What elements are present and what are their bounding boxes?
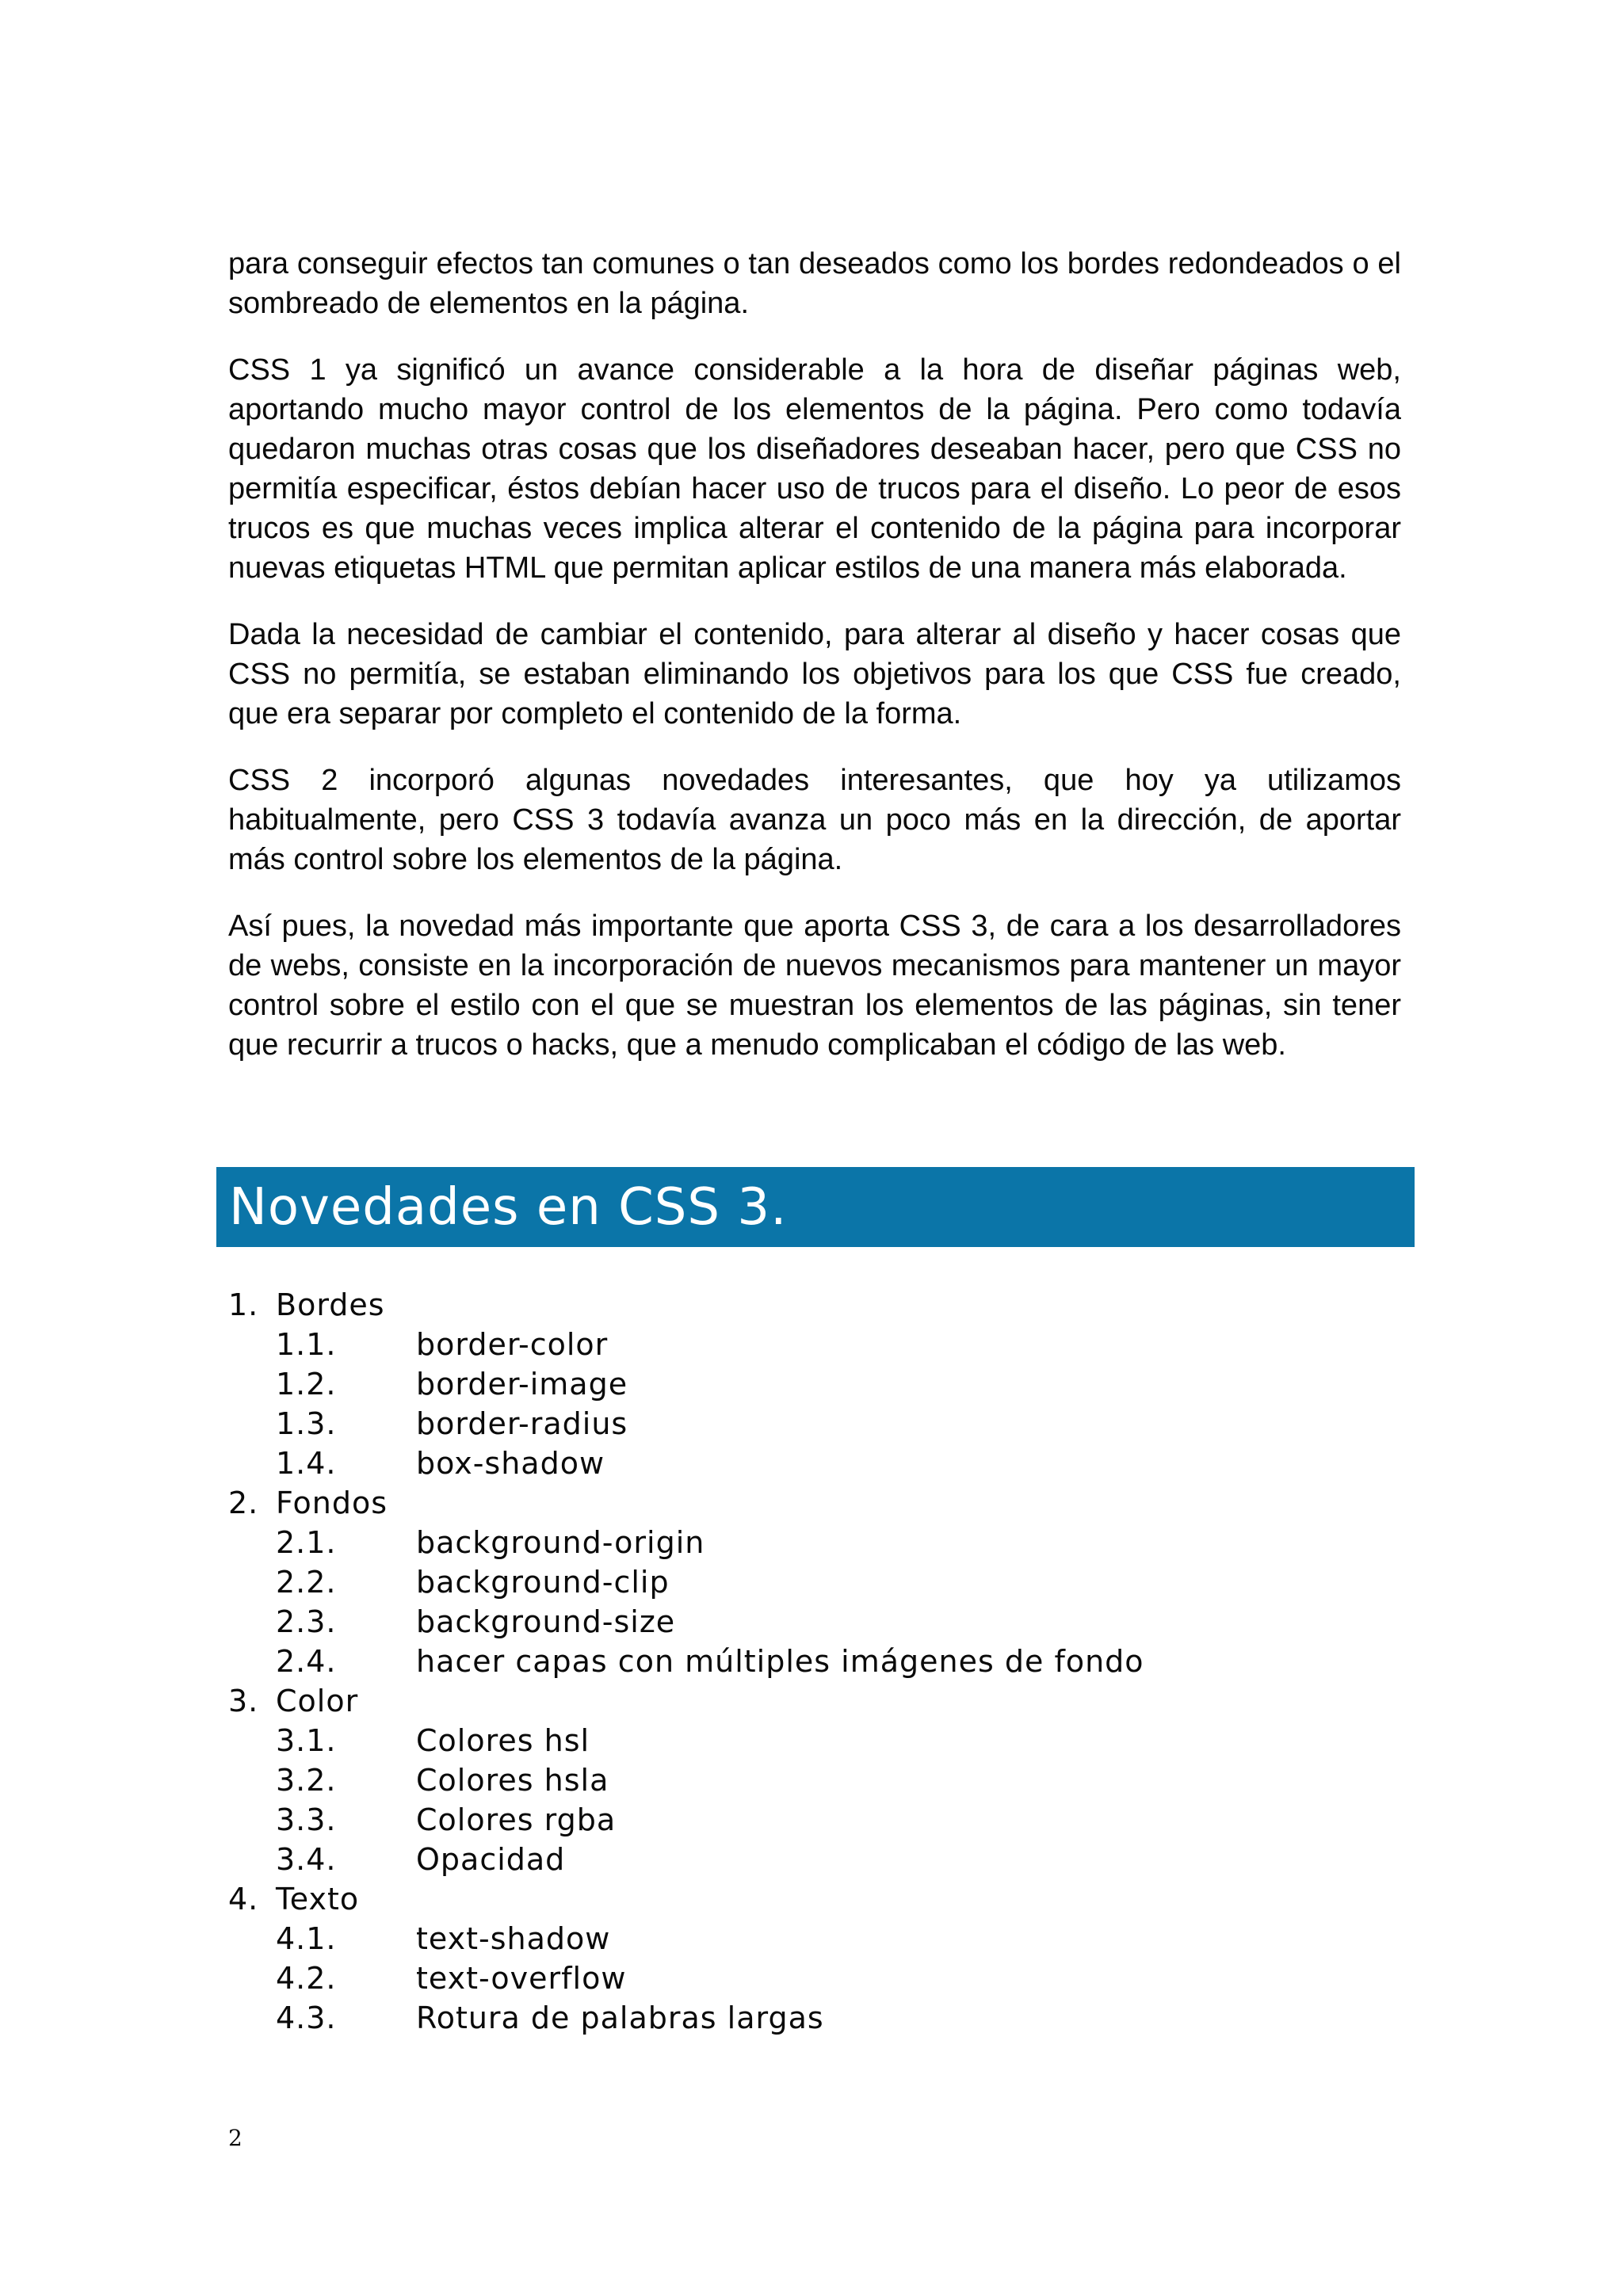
page-number: 2	[228, 2125, 242, 2151]
sub-list-item	[228, 1523, 1401, 1562]
sub-list-label: text-overflow	[416, 1961, 627, 1996]
list-item	[228, 1879, 1401, 1919]
sub-list-label: Rotura de palabras largas	[416, 2000, 824, 2035]
sub-list-item	[228, 1404, 1401, 1444]
list-label: Color	[276, 1684, 359, 1718]
sub-list-number: 4.2.	[276, 1961, 337, 1996]
sub-list-number: 1.4.	[276, 1446, 337, 1481]
paragraph: CSS 1 ya significó un avance considerable a la hora de diseñar páginas web, aportando mucho mayor control de los elementos de la página. Pero como todavía quedaron muchas otras cosas que los diseñadores deseaban hacer, pero que CSS no permitía especificar, éstos debían hacer uso de trucos para el diseño. Lo peor de esos trucos es que muchas veces implica alterar el contenido de la página para incorporar nuevas etiquetas HTML que permitan aplicar estilos de una manera más elaborada.	[228, 353, 1401, 585]
sub-list-number: 3.3.	[276, 1802, 337, 1837]
features-list	[228, 1285, 1401, 2038]
sub-list-item	[228, 1721, 1401, 1760]
body-text	[228, 244, 1401, 1065]
section-heading-bar	[216, 1167, 1415, 1247]
list-label: Texto	[276, 1882, 360, 1917]
list-number: 2.	[228, 1486, 259, 1520]
paragraph: Dada la necesidad de cambiar el contenido, para alterar al diseño y hacer cosas que CSS no permitía, se estaban eliminando los objetivos para los que CSS fue creado, que era separar por completo el contenido de la forma.	[228, 618, 1401, 730]
sub-list-item	[228, 1642, 1401, 1681]
sub-list-number: 3.4.	[276, 1842, 337, 1877]
sub-list-label: hacer capas con múltiples imágenes de fondo	[416, 1644, 1144, 1679]
list-number: 3.	[228, 1684, 259, 1718]
sub-list-number: 2.2.	[276, 1565, 337, 1600]
paragraph: CSS 2 incorporó algunas novedades interesantes, que hoy ya utilizamos habitualmente, pero CSS 3 todavía avanza un poco más en la dirección, de aportar más control sobre los elementos de la página.	[228, 764, 1401, 876]
sub-list-item	[228, 1840, 1401, 1879]
sub-list-label: background-clip	[416, 1565, 670, 1600]
sub-list-label: Colores hsl	[416, 1723, 590, 1758]
sub-list-item	[228, 1760, 1401, 1800]
sub-list-item	[228, 1602, 1401, 1642]
sub-list-label: Colores hsla	[416, 1763, 609, 1798]
sub-list-item	[228, 1919, 1401, 1958]
sub-list-item	[228, 1444, 1401, 1483]
sub-list-label: Colores rgba	[416, 1802, 617, 1837]
list-number: 4.	[228, 1882, 259, 1917]
sub-list-item	[228, 1562, 1401, 1602]
section-heading: Novedades en CSS 3.	[229, 1177, 788, 1237]
sub-list-label: border-radius	[416, 1406, 628, 1441]
sub-list-label: background-origin	[416, 1525, 705, 1560]
sub-list-item	[228, 1998, 1401, 2038]
sub-list-label: border-color	[416, 1327, 609, 1362]
list-item	[228, 1681, 1401, 1721]
list-label: Fondos	[276, 1486, 388, 1520]
sub-list-number: 2.1.	[276, 1525, 337, 1560]
sub-list-number: 2.4.	[276, 1644, 337, 1679]
sub-list-item	[228, 1364, 1401, 1404]
sub-list-item	[228, 1325, 1401, 1364]
paragraph: Así pues, la novedad más importante que aporta CSS 3, de cara a los desarrolladores de webs, consiste en la incorporación de nuevos mecanismos para mantener un mayor control sobre el estilo con el que se muestran los elementos de las páginas, sin tener que recurrir a trucos o hacks, que a menudo complicaban el código de las web.	[228, 910, 1401, 1062]
sub-list-item	[228, 1958, 1401, 1998]
sub-list-number: 4.1.	[276, 1921, 337, 1956]
sub-list-number: 4.3.	[276, 2000, 337, 2035]
list-number: 1.	[228, 1287, 259, 1322]
paragraph: para conseguir efectos tan comunes o tan deseados como los bordes redondeados o el sombreado de elementos en la página.	[228, 247, 1401, 320]
sub-list-number: 3.1.	[276, 1723, 337, 1758]
sub-list-number: 1.3.	[276, 1406, 337, 1441]
sub-list-label: border-image	[416, 1367, 628, 1402]
sub-list-number: 3.2.	[276, 1763, 337, 1798]
sub-list-label: text-shadow	[416, 1921, 611, 1956]
list-label: Bordes	[276, 1287, 385, 1322]
sub-list-label: background-size	[416, 1604, 676, 1639]
sub-list-number: 1.2.	[276, 1367, 337, 1402]
sub-list-label: Opacidad	[416, 1842, 566, 1877]
list-item	[228, 1285, 1401, 1325]
sub-list-item	[228, 1800, 1401, 1840]
sub-list-label: box-shadow	[416, 1446, 605, 1481]
sub-list-number: 1.1.	[276, 1327, 337, 1362]
sub-list-number: 2.3.	[276, 1604, 337, 1639]
list-item	[228, 1483, 1401, 1523]
